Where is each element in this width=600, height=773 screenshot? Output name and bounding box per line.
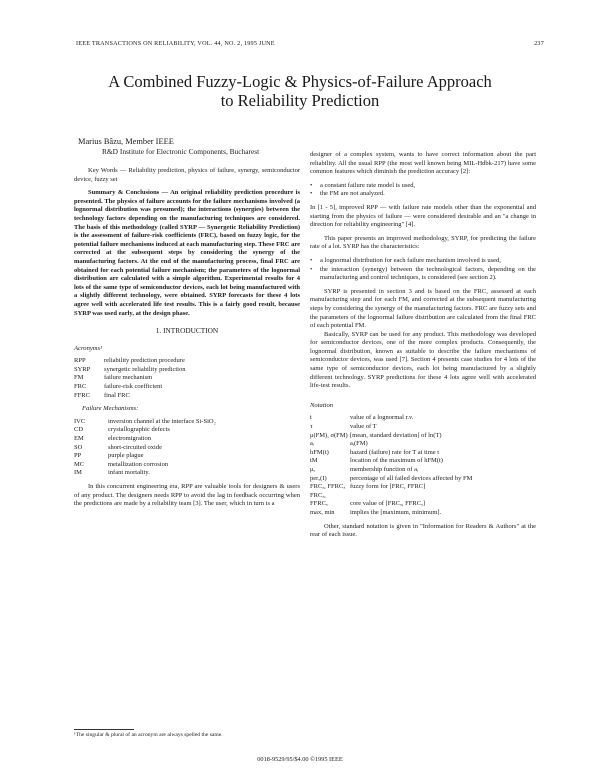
list-item: IM infant mortality. bbox=[74, 469, 150, 477]
list-item: μₐ membership function of aᵢ bbox=[310, 466, 419, 473]
mechanism-list bbox=[74, 418, 300, 478]
acronym-list bbox=[74, 357, 300, 400]
footnote: ¹The singular & plural of an acronym are always spelled the same. bbox=[74, 732, 223, 738]
list-item: • the FM are not analyzed. bbox=[310, 190, 385, 198]
section-heading-introduction: 1. INTRODUCTION bbox=[155, 326, 219, 336]
list-item: aᵢ aᵢ(FM) bbox=[310, 440, 368, 448]
list-item: max, min implies the [maximum, minimum]. bbox=[310, 508, 442, 516]
paragraph: Basically, SYRP can be used for any product. This methodology was developed for semiconductor devices, one of the more complex products. Consequently, the lognormal distribution, known as suitable to describe the failure mechanisms of semiconductor devices, was used [7]. Section 4 presents case studies for 4 lots of the same type of semiconductor devices, each lot being manufactured by a slightly different technology. SYRP predictions for these 4 lots agree well with accelerated life-test results. bbox=[310, 330, 536, 390]
list-item: PP purple plague bbox=[74, 452, 144, 460]
list-item: τ value of T bbox=[310, 423, 377, 431]
footnote-rule bbox=[74, 729, 134, 730]
list-item: RPP reliability prediction procedure bbox=[74, 357, 185, 365]
list-item: • a lognormal distribution for each failure mechanism involved is used, bbox=[310, 256, 501, 264]
paragraph: In [1 - 5], improved RPP — with failure rate models other than the exponential and starting from the physics of failure — were considered desirable and an "a change in direction for reliability engineering" [4]. bbox=[310, 203, 536, 229]
list-item: perₓ(I) percentage of all failed devices affected by FM bbox=[310, 474, 473, 482]
title-line-2: to Reliability Prediction bbox=[220, 91, 380, 110]
list-item: μ(FM), σ(FM) [mean, standard deviation] of ln(T) bbox=[310, 431, 442, 439]
key-words: Key Words — Reliability prediction, physics of failure, synergy, semiconductor device, fuzzy set bbox=[74, 167, 300, 183]
list-item: SO short-circuited oxide bbox=[74, 443, 162, 451]
list-item: CD crystallographic defects bbox=[74, 426, 170, 434]
list-item: FRCₓ, FFRCₓ fuzzy form for [FRC, FFRC] bbox=[310, 483, 426, 491]
list-item: • a constant failure rate model is used, bbox=[310, 181, 416, 189]
list-item: hFM(t) hazard (failure) rate for T at time t bbox=[310, 448, 440, 456]
notation-footer: Other, standard notation is given in "Information for Readers & Authors" at the rear of each issue. bbox=[310, 522, 536, 539]
paper-title bbox=[60, 72, 540, 110]
list-item: t value of a lognormal r.v. bbox=[310, 414, 414, 422]
list-item: tM location of the maximum of hFM(t) bbox=[310, 457, 443, 465]
author-affiliation: R&D Institute for Electronic Components, Bucharest bbox=[102, 147, 260, 156]
mechanisms-heading: Failure Mechanisms: bbox=[82, 405, 139, 413]
right-column bbox=[310, 151, 536, 540]
intro-paragraph: In this concurrent engineering era, RPP are valuable tools for designers & users of any product. The designers needs RPP to avoid the lag in feedback occurring when the predictions are made by a reliability team [3]. The user, which in turn is a bbox=[74, 483, 300, 508]
paragraph: SYRP is presented in section 3 and is based on the FRC, assessed at each manufacturing step and for each FM, and corrected at the subsequent manufacturing steps by considering the synergy of the manufacturing factors. FRC are fuzzy sets and the parameters of the lognormal failure distribution are calculated from the final FRC of each potential FM. bbox=[310, 287, 536, 330]
notation-heading: Notation bbox=[310, 401, 334, 409]
list-item: EM electromigration bbox=[74, 435, 151, 443]
list-item: MC metallization corrosion bbox=[74, 460, 169, 468]
list-item: FRCₓ, bbox=[310, 491, 326, 499]
running-header bbox=[76, 40, 544, 52]
list-item: • the interaction (synergy) between the technological factors, depending on the manufacturing and control techniques, is considered (see section 2). bbox=[310, 265, 536, 282]
list-item: FFRC final FRC bbox=[74, 391, 130, 399]
paragraph: This paper presents an improved methodology, SYRP, for predicting the failure rate of a lot. SYRP has the characteristics: bbox=[310, 234, 536, 251]
list-item: IVC inversion channel at the interface Si-SiO₂ bbox=[74, 417, 216, 425]
title-line-1: A Combined Fuzzy-Logic & Physics-of-Failure Approach bbox=[108, 72, 492, 91]
copyright-line: 0018-9529/95/$4.00 ©1995 IEEE bbox=[257, 756, 343, 763]
journal-name: IEEE TRANSACTIONS ON RELIABILITY, VOL. 44, NO. 2, 1995 JUNE bbox=[76, 40, 275, 47]
paragraph: designer of a complex system, wants to have correct information about the part reliability. All the usual RPP (the most well known being MIL-Hdbk-217) have some common features which diminish the prediction accuracy [2]: bbox=[310, 151, 536, 176]
summary-abstract: Summary & Conclusions — An original reliability prediction procedure is presented. The physics of failure accounts for the failure mechanisms involved (a lognormal distribution was presumed); the interactions (synergies) between the technology factors depending on the manufacturing techniques are considered. The basis of this methodology (called SYRP — Synergetic Reliability Prediction) is the assessment of failure-risk coefficients (FRC), based on fuzzy logic, for the potential failure mechanisms induced at each manufacturing step. These FRC are corrected at the subsequent steps by considering the synergy of the manufacturing factors. At the end of the manufacturing process, final FRC are obtained for each potential failure mechanism; the parameters of the lognormal distribution are calculated with a simple algorithm. Experimental results for 4 lots of the same type of semiconductor devices, each lot being manufactured with a slightly different technology, were obtained. SYRP forecasts for these 4 lots agree well with accelerated life test results. This is a fairly good result, because SYRP was used early, at the design phase. bbox=[74, 189, 300, 317]
left-column bbox=[74, 137, 300, 509]
list-item: FM failure mechanism bbox=[74, 374, 153, 382]
author-name: Marius Bâzu, Member IEEE bbox=[78, 137, 174, 146]
notation-list bbox=[310, 414, 536, 517]
list-item: SYRP synergetic reliability prediction bbox=[74, 365, 186, 373]
list-item: FRC failure-risk coefficient bbox=[74, 383, 163, 391]
acronyms-heading: Acronyms¹ bbox=[74, 344, 103, 352]
page-number: 237 bbox=[534, 40, 544, 47]
list-item: FFRCₓ core value of [FRCₓ, FFRCₓ] bbox=[310, 500, 426, 508]
